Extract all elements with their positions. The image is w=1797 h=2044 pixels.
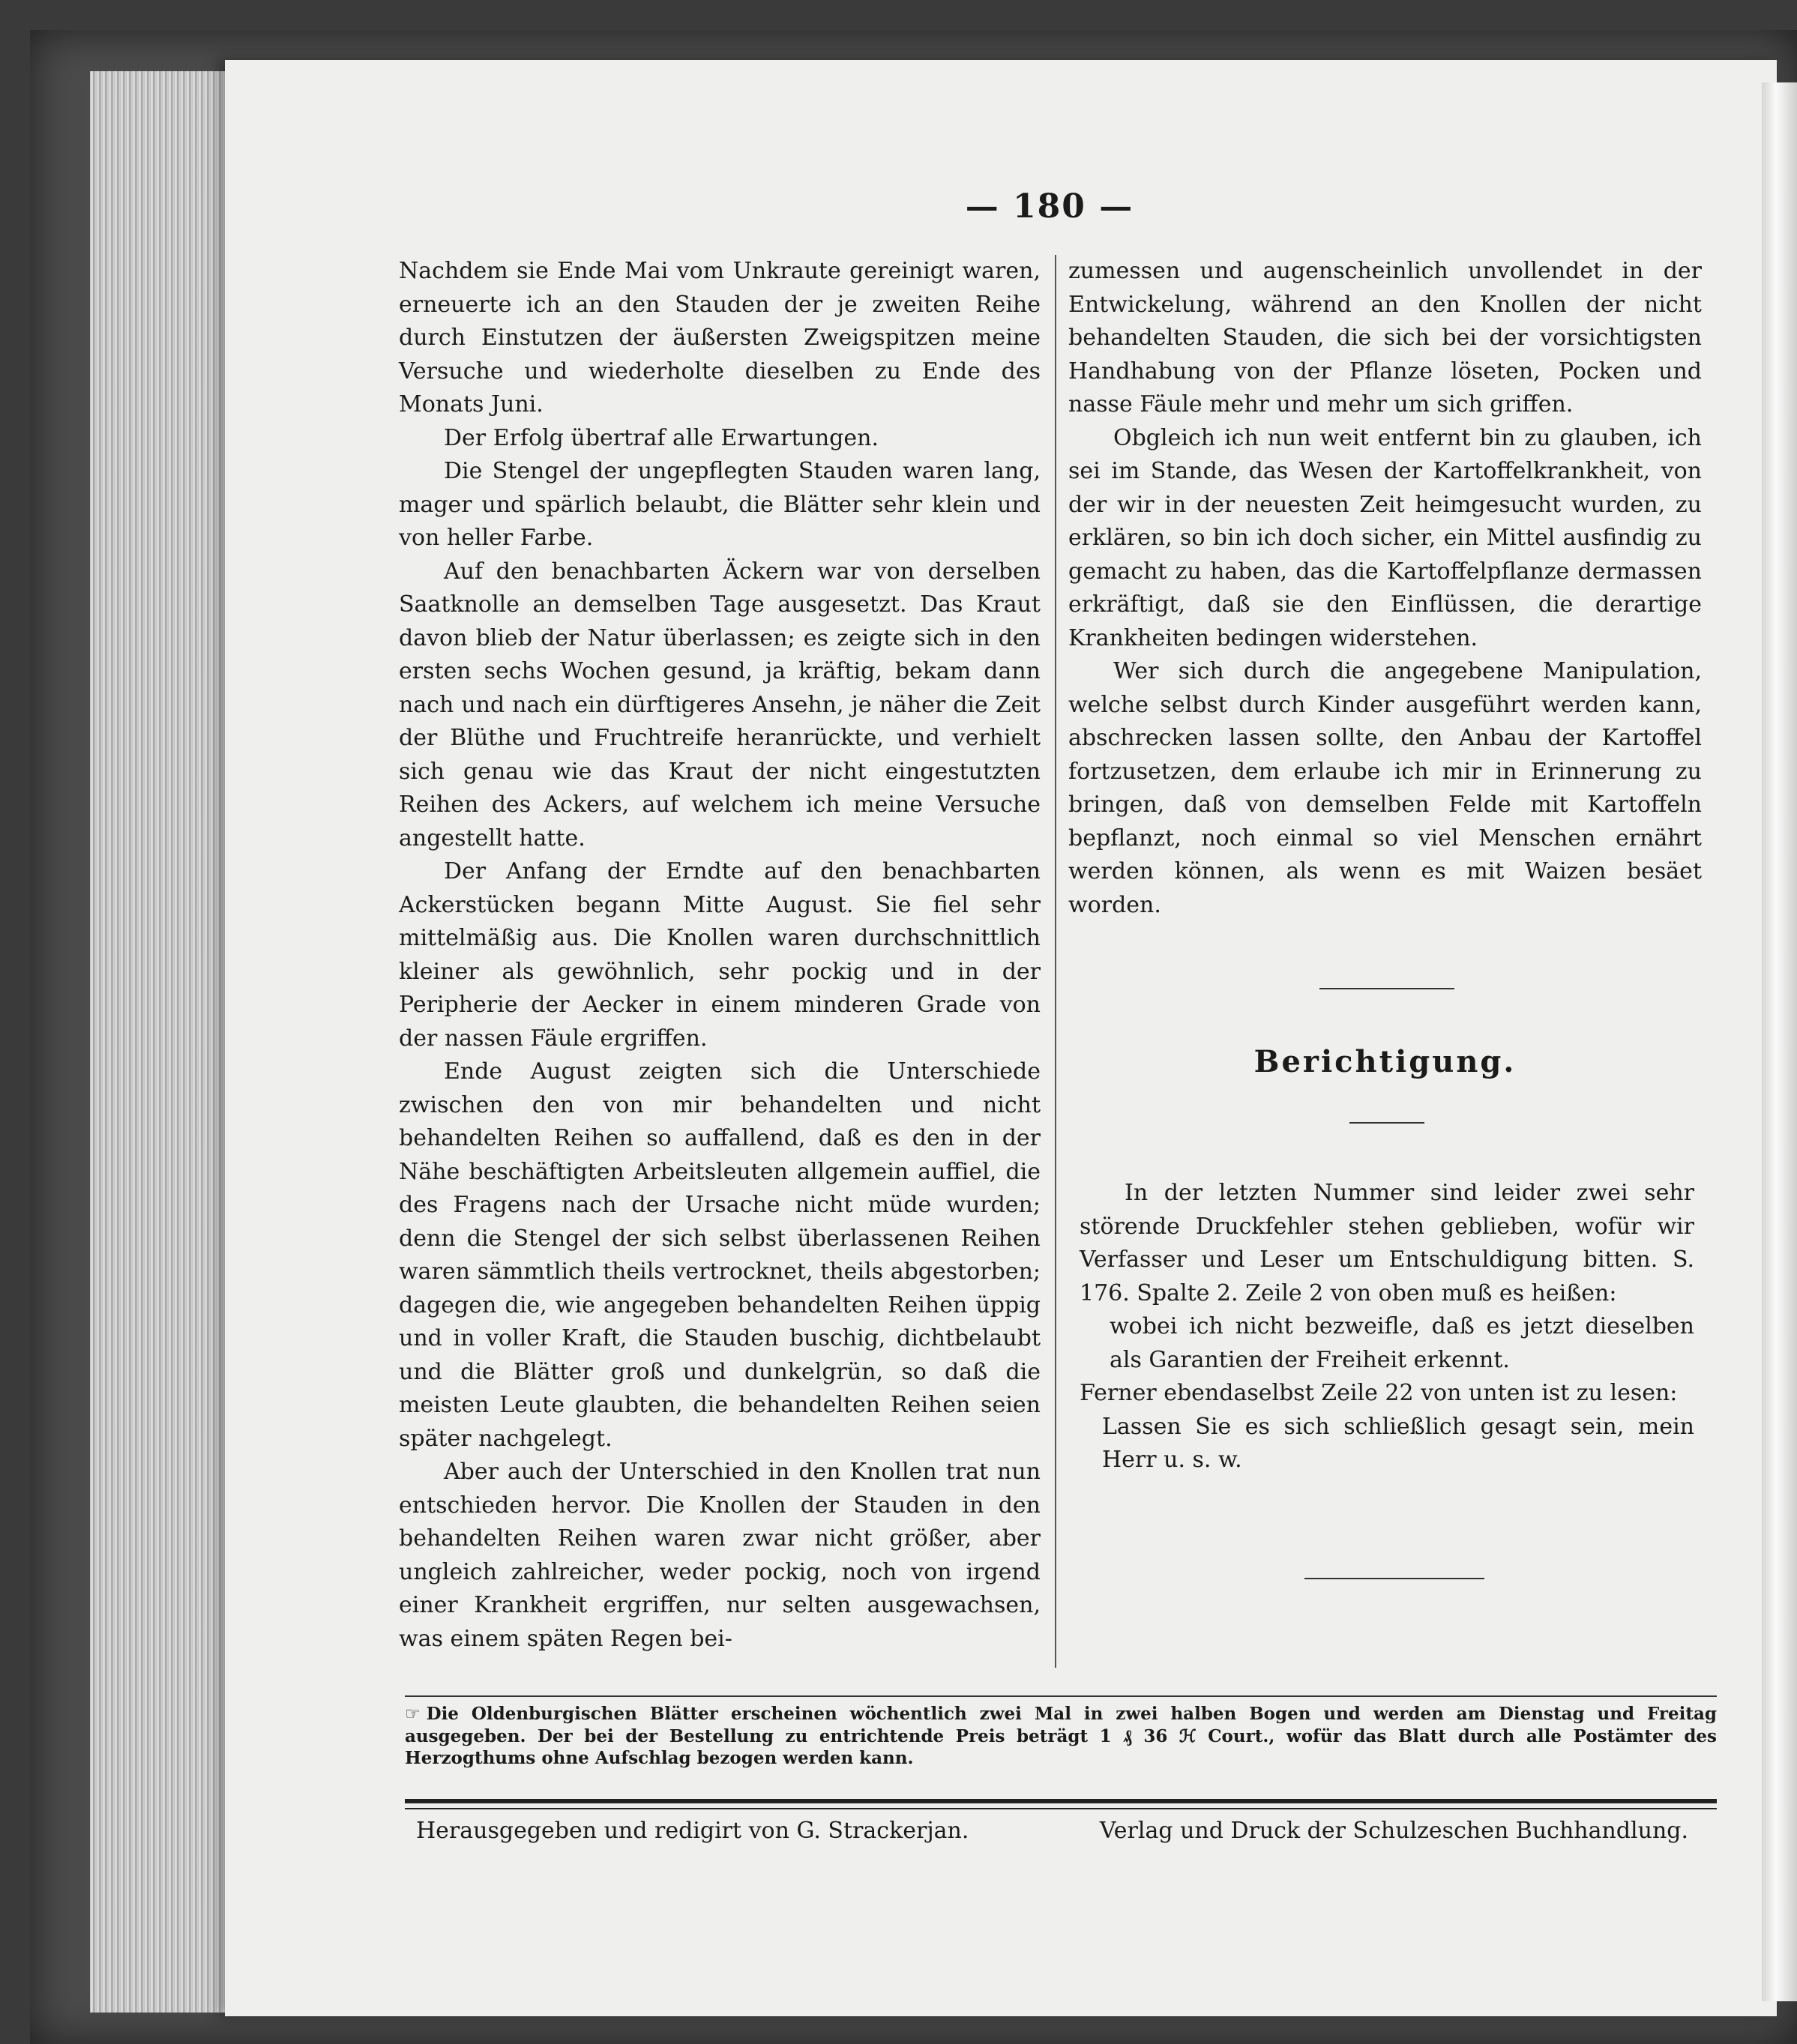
heading-rule <box>1349 1122 1424 1124</box>
correction-quote-2: Lassen Sie es sich schließlich gesagt sein, mein Herr u. s. w. <box>1102 1413 1694 1473</box>
footer-rule-thin <box>405 1808 1717 1809</box>
paragraph: Der Anfang der Erndte auf den benachbarten Ackerstücken begann Mitte August. Sie fiel sehr mittelmäßig aus. Die Knollen waren durchschnittlich kleiner als gewöhnlich, sehr pockig und in der Peripherie der Aecker in einem minderen Grade von der nassen Fäule ergriffen. <box>399 858 1041 1052</box>
paragraph: Obgleich ich nun weit entfernt bin zu glauben, ich sei im Stande, das Wesen der Kartoffelkrankheit, von der wir in der neuesten Zeit heimgesucht wurden, zu erklären, so bin ich doch sicher, ein Mittel ausfindig zu gemacht zu haben, das die Kartoffelpflanze dermassen erkräftigt, daß sie den Einflüssen, die derartige Krankheiten bedingen widerstehen. <box>1068 424 1702 651</box>
page-number: — 180 — <box>965 187 1134 226</box>
editor-credit: Herausgegeben und redigirt von G. Strackerjan. <box>416 1818 969 1844</box>
correction-line-2: Ferner ebendaselbst Zeile 22 von unten ist zu lesen: <box>1080 1380 1678 1406</box>
page-edges <box>90 71 232 2013</box>
correction-intro: In der letzten Nummer sind leider zwei sehr störende Druckfehler stehen geblieben, wofür wir Verfasser und Leser um Entschuldigung bitten. S. 176. Spalte 2. Zeile 2 von oben muß es heißen: <box>1080 1180 1694 1306</box>
paragraph: Nachdem sie Ende Mai vom Unkraute gereinigt waren, erneuerte ich an den Stauden der je zweiten Reihe durch Einstutzen der äußersten Zweigspitzen meine Versuche und wiederholte dieselben zu Ende des Monats Juni. <box>399 258 1041 417</box>
correction-heading: Berichtigung. <box>1253 1044 1517 1079</box>
paragraph: Der Erfolg übertraf alle Erwartungen. <box>444 424 879 451</box>
notice-rule <box>405 1695 1717 1697</box>
section-rule <box>1319 988 1454 989</box>
paragraph: Ende August zeigten sich die Unterschiede zwischen den von mir behandelten und nicht behandelten Reihen so auffallend, daß es den in der Nähe beschäftigten Arbeitsleuten allgemein auffiel, die des Fragens nach der Ursache nicht müde wurden; denn die Stengel der sich selbst überlassenen Reihen waren sämmtlich theils vertrocknet, theils abgestorben; dagegen die, wie angegeben behandelten Reihen üppig und in voller Kraft, die Stauden buschig, dichtbelaubt und die Blätter groß und dunkelgrün, so daß die meisten Leute glaubten, die behandelten Reihen seien später nachgelegt. <box>399 1058 1041 1452</box>
publisher-credit: Verlag und Druck der Schulzeschen Buchhandlung. <box>1099 1818 1688 1844</box>
paragraph: Aber auch der Unterschied in den Knollen trat nun entschieden hervor. Die Knollen der Stauden in den behandelten Reihen waren zwar nicht größer, aber ungleich zahlreicher, weder pockig, noch von irgend einer Krankheit ergriffen, nur selten ausgewachsen, was einem späten Regen bei- <box>399 1459 1041 1652</box>
paragraph: Die Stengel der ungepflegten Stauden waren lang, mager und spärlich belaubt, die Blätter sehr klein und von heller Farbe. <box>399 458 1041 551</box>
right-column <box>1068 255 1702 922</box>
paragraph: Wer sich durch die angegebene Manipulation, welche selbst durch Kinder ausgeführt werden kann, abschrecken lassen sollte, den Anbau der Kartoffel fortzusetzen, dem erlaube ich mir in Erinnerung zu bringen, daß von demselben Felde mit Kartoffeln bepflanzt, noch einmal so viel Menschen ernährt werden können, als wenn es mit Waizen besäet worden. <box>1068 658 1702 918</box>
paragraph: zumessen und augenscheinlich unvollendet in der Entwickelung, während an den Knollen der nicht behandelten Stauden, die sich bei der vorsichtigsten Handhabung von der Pflanze löseten, Pocken und nasse Fäule mehr und mehr um sich griffen. <box>1068 258 1702 417</box>
end-rule <box>1304 1578 1484 1579</box>
paragraph: Auf den benachbarten Äckern war von derselben Saatknolle an demselben Tage ausgesetzt. Das Kraut davon blieb der Natur überlassen; es zeigte sich in den ersten sechs Wochen gesund, ja kräftig, bekam dann nach und nach ein dürftigeres Ansehn, je näher die Zeit der Blüthe und Fruchtreife heranrückte, und verhielt sich genau wie das Kraut der nicht eingestutzten Reihen des Ackers, auf welchem ich meine Versuche angestellt hatte. <box>399 558 1041 851</box>
facing-page-edge <box>1762 82 1797 2001</box>
left-column <box>399 255 1041 1656</box>
subscription-notice <box>405 1703 1717 1769</box>
column-divider <box>1055 255 1056 1668</box>
footer-rule-thick <box>405 1799 1717 1803</box>
correction-quote-1: wobei ich nicht bezweifle, daß es jetzt dieselben als Garantien der Freiheit erkennt. <box>1110 1313 1694 1373</box>
notice-text: Die Oldenburgischen Blätter erscheinen wöchentlich zwei Mal in zwei halben Bogen und werden am Dienstag und Freitag ausgegeben. Der bei der Bestellung zu entrichtende Preis beträgt 1 ₰ 36 ℋ Court., wofür das Blatt durch alle Postämter des Herzogthums ohne Aufschlag bezogen werden kann. <box>405 1704 1717 1768</box>
correction-body <box>1080 1177 1694 1477</box>
pointing-hand-icon: ☞ <box>405 1704 421 1724</box>
